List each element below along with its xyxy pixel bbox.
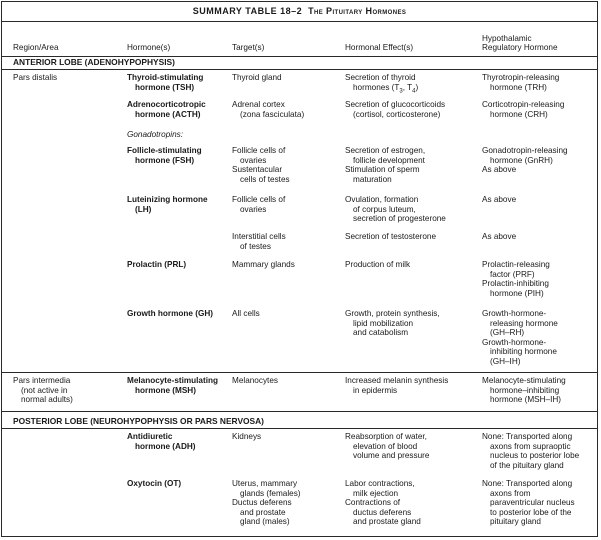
regulatory-lh-1: As above: [482, 195, 517, 204]
hormone-fsh-line1: Follicle-stimulating: [127, 146, 202, 155]
target-ot-line3: Ductus deferens: [232, 498, 292, 508]
regulatory-prl: [482, 260, 550, 298]
regulatory-ot-line4: to posterior lobe of the: [490, 507, 572, 517]
target-lh-testes: [232, 232, 286, 251]
hormone-adh-line2: hormone (ADH): [135, 441, 196, 451]
effect-fsh-line2: follicle development: [353, 155, 425, 165]
effect-adh-line3: volume and pressure: [353, 451, 430, 461]
target-lh-ovaries: [232, 195, 285, 214]
effect-tsh-close: ): [415, 82, 419, 92]
effect-gh-line2: lipid mobilization: [353, 318, 414, 328]
regulatory-ot-line2: axons from: [490, 488, 531, 498]
regulatory-gh-line2: releasing hormone: [490, 318, 558, 328]
regulatory-adh-line1: None: Transported along: [482, 432, 573, 441]
regulatory-fsh: [482, 146, 568, 175]
effect-gh: [345, 309, 440, 338]
target-gh: All cells: [232, 309, 260, 318]
regulatory-adh-line2: axons from supraoptic: [490, 441, 571, 451]
effect-acth-line2: (cortisol, corticosterone): [353, 109, 441, 119]
target-fsh-line1: Follicle cells of: [232, 146, 286, 155]
effect-msh: [345, 376, 448, 395]
row-divider: [2, 372, 597, 373]
target-ot: [232, 479, 301, 527]
regulatory-acth: [482, 100, 564, 119]
effect-ot-line2: milk ejection: [353, 488, 399, 498]
regulatory-gh: [482, 309, 558, 367]
regulatory-msh-line3: hormone (MSH–IH): [490, 395, 561, 405]
effect-tsh: [345, 73, 419, 95]
regulatory-tsh-line1: Thyrotropin-releasing: [482, 73, 560, 82]
regulatory-fsh-line2: hormone (GnRH): [490, 155, 553, 165]
target-ot-line5: gland (males): [240, 517, 290, 527]
regulatory-gh-line6: (GH–IH): [490, 356, 521, 366]
effect-prl: Production of milk: [345, 260, 411, 269]
effect-fsh-line4: maturation: [353, 174, 392, 184]
effect-acth-line1: Secretion of glucocorticoids: [345, 100, 446, 109]
regulatory-ot: [482, 479, 575, 527]
target-acth-line1: Adrenal cortex: [232, 100, 285, 109]
region-pars-intermedia-line2: (not active in: [21, 385, 68, 395]
section-divider: [2, 428, 597, 429]
target-fsh-line4: cells of testes: [240, 174, 290, 184]
target-adh: Kidneys: [232, 432, 262, 441]
effect-lh-testosterone: Secretion of testosterone: [345, 232, 437, 241]
region-pars-intermedia: [13, 376, 73, 405]
hormone-gh: Growth hormone (GH): [127, 309, 213, 318]
effect-adh: [345, 432, 429, 461]
hormone-fsh: [127, 146, 202, 165]
target-lh-line4: of testes: [240, 241, 271, 251]
column-header-regulatory-line1: Hypothalamic: [482, 33, 532, 43]
region-pars-intermedia-line3: normal adults): [21, 395, 73, 405]
hormone-adh-line1: Antidiuretic: [127, 432, 173, 441]
effect-tsh-text: hormones (T: [353, 82, 400, 92]
section-divider: [2, 411, 597, 412]
hormone-tsh-line1: Thyroid-stimulating: [127, 73, 204, 82]
hormone-msh: [127, 376, 218, 395]
target-lh-line2: ovaries: [240, 204, 267, 214]
table-title: [2, 2, 597, 22]
column-header-effects: Hormonal Effect(s): [345, 43, 414, 53]
regulatory-tsh-line2: hormone (TRH): [490, 82, 547, 92]
hormone-adh: [127, 432, 196, 451]
effect-msh-line2: in epidermis: [353, 385, 398, 395]
column-header-regulatory: [482, 34, 558, 53]
regulatory-prl-line3: Prolactin-inhibiting: [482, 279, 549, 289]
region-pars-distalis: Pars distalis: [13, 73, 58, 82]
target-ot-line2: glands (females): [240, 488, 301, 498]
target-lh-line1: Follicle cells of: [232, 195, 286, 204]
regulatory-ot-line5: pituitary gland: [490, 517, 541, 527]
effect-ot-line4: ductus deferens: [353, 507, 412, 517]
effect-tsh-sub-4: 4: [412, 88, 416, 95]
hormone-prl: Prolactin (PRL): [127, 260, 187, 269]
target-ot-line4: and prostate: [240, 507, 286, 517]
effect-tsh-sep: , T: [402, 82, 413, 92]
regulatory-lh-2: As above: [482, 232, 517, 241]
regulatory-msh-line2: hormone–inhibiting: [490, 385, 560, 395]
gonadotropins-label: Gonadotropins:: [127, 130, 183, 139]
hormone-acth-line2: hormone (ACTH): [135, 109, 201, 119]
regulatory-adh-line4: of the pituitary gland: [490, 460, 564, 470]
effect-tsh-line1: Secretion of thyroid: [345, 73, 416, 82]
column-header-region: Region/Area: [13, 43, 59, 53]
summary-table: [1, 1, 598, 537]
hormone-fsh-line2: hormone (FSH): [135, 155, 195, 165]
regulatory-acth-line1: Corticotropin-releasing: [482, 100, 565, 109]
effect-fsh-line3: Stimulation of sperm: [345, 165, 420, 175]
regulatory-adh-line3: nucleus to posterior lobe: [490, 451, 580, 461]
effect-lh-line3: secretion of progesterone: [353, 214, 446, 224]
target-tsh: Thyroid gland: [232, 73, 282, 82]
regulatory-gh-line5: inhibiting hormone: [490, 347, 557, 357]
hormone-msh-line2: hormone (MSH): [135, 385, 196, 395]
effect-ot-line1: Labor contractions,: [345, 479, 415, 488]
table-number: SUMMARY TABLE 18–2: [192, 6, 303, 16]
section-posterior-lobe: POSTERIOR LOBE (NEUROHYPOPHYSIS OR PARS NERVOSA): [13, 416, 264, 426]
target-fsh-line3: Sustentacular: [232, 165, 283, 175]
target-lh-line3: Interstitial cells: [232, 232, 286, 241]
hormone-acth-line1: Adrenocorticotropic: [127, 100, 206, 109]
regulatory-gh-line3: (GH–RH): [490, 328, 525, 338]
effect-gh-line1: Growth, protein synthesis,: [345, 309, 440, 318]
effect-lh-line2: of corpus luteum,: [353, 204, 416, 214]
regulatory-fsh-line3: As above: [482, 165, 517, 175]
hormone-acth: [127, 100, 206, 119]
regulatory-prl-line2: factor (PRF): [490, 269, 535, 279]
effect-adh-line2: elevation of blood: [353, 441, 418, 451]
hormone-tsh-line2: hormone (TSH): [135, 82, 195, 92]
target-msh: Melanocytes: [232, 376, 278, 385]
effect-tsh-sub-3: 3: [399, 88, 403, 95]
hormone-msh-line1: Melanocyte-stimulating: [127, 376, 218, 385]
section-divider: [2, 69, 597, 70]
column-header-regulatory-line2: Regulatory Hormone: [482, 43, 558, 53]
regulatory-gh-line1: Growth-hormone-: [482, 309, 547, 318]
regulatory-gh-line4: Growth-hormone-: [482, 337, 547, 347]
effect-fsh-line1: Secretion of estrogen,: [345, 146, 426, 155]
hormone-lh-line1: Luteinizing hormone: [127, 195, 208, 204]
target-ot-line1: Uterus, mammary: [232, 479, 298, 488]
target-acth: [232, 100, 304, 119]
regulatory-ot-line3: paraventricular nucleus: [490, 498, 575, 508]
hormone-ot: Oxytocin (OT): [127, 479, 182, 488]
table-name: The Pituitary Hormones: [308, 6, 407, 16]
effect-lh-line1: Ovulation, formation: [345, 195, 419, 204]
regulatory-acth-line2: hormone (CRH): [490, 109, 548, 119]
effect-msh-line1: Increased melanin synthesis: [345, 376, 449, 385]
regulatory-tsh: [482, 73, 559, 92]
effect-acth: [345, 100, 445, 119]
target-fsh-line2: ovaries: [240, 155, 267, 165]
hormone-tsh: [127, 73, 203, 92]
hormone-lh-line2: (LH): [135, 204, 152, 214]
regulatory-ot-line1: None: Transported along: [482, 479, 573, 488]
effect-ot: [345, 479, 421, 527]
target-prl: Mammary glands: [232, 260, 295, 269]
target-acth-line2: (zona fasciculata): [240, 109, 305, 119]
column-header-targets: Target(s): [232, 43, 265, 53]
effect-fsh: [345, 146, 425, 184]
effect-adh-line1: Reabsorption of water,: [345, 432, 427, 441]
regulatory-adh: [482, 432, 579, 470]
regulatory-msh: [482, 376, 566, 405]
effect-ot-line5: and prostate gland: [353, 517, 421, 527]
section-anterior-lobe: ANTERIOR LOBE (ADENOHYPOPHYSIS): [13, 57, 175, 67]
regulatory-msh-line1: Melanocyte-stimulating: [482, 376, 566, 385]
regulatory-prl-line4: hormone (PIH): [490, 288, 544, 298]
regulatory-prl-line1: Prolactin-releasing: [482, 260, 550, 269]
hormone-lh: [127, 195, 208, 214]
effect-tsh-line2: [345, 83, 418, 93]
target-fsh: [232, 146, 290, 184]
region-pars-intermedia-line1: Pars intermedia: [13, 376, 71, 385]
column-header-hormones: Hormone(s): [127, 43, 171, 53]
column-header-row: [2, 22, 597, 57]
regulatory-fsh-line1: Gonadotropin-releasing: [482, 146, 568, 155]
effect-lh-ovulation: [345, 195, 446, 224]
effect-ot-line3: Contractions of: [345, 498, 401, 508]
effect-gh-line3: and catabolism: [353, 328, 409, 338]
